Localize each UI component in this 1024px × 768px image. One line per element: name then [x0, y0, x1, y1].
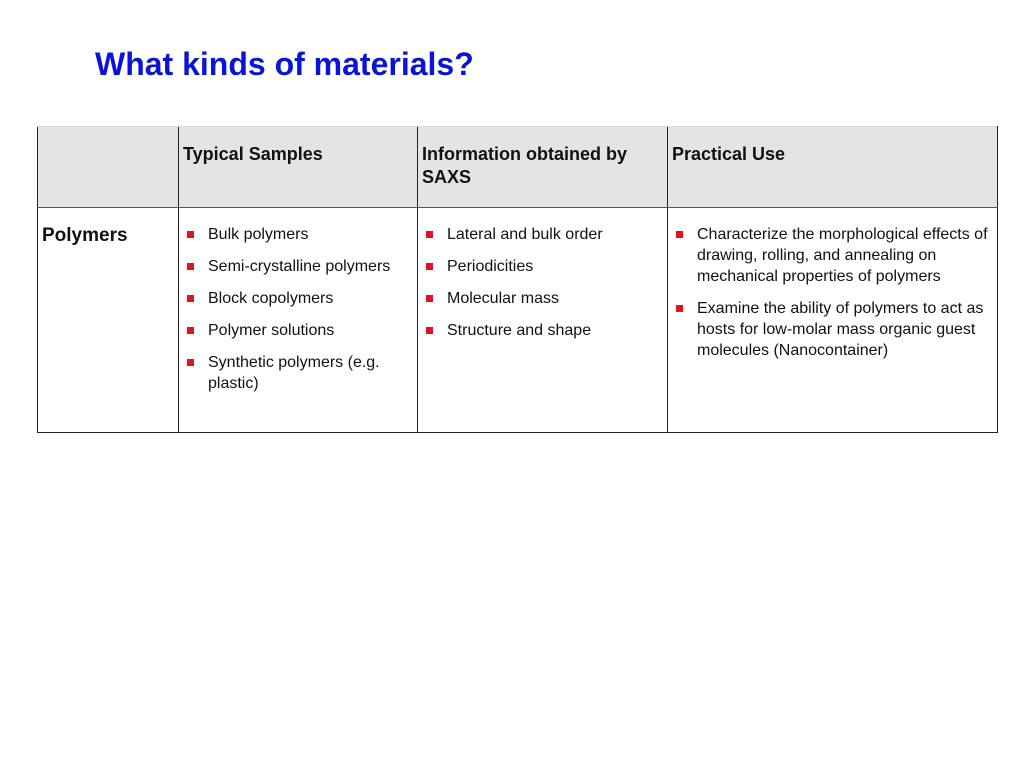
- typical-samples-cell: [179, 208, 418, 433]
- list-item: [183, 352, 413, 394]
- bullet-square-icon: [187, 327, 194, 334]
- list-item: [672, 298, 993, 361]
- list-item-text: Bulk polymers: [208, 226, 309, 243]
- table-header-row: [38, 127, 998, 208]
- header-empty-cell: [38, 127, 179, 208]
- list-item: [422, 288, 663, 309]
- list-item-text: Polymer solutions: [208, 322, 335, 339]
- practical-use-cell: [668, 208, 998, 433]
- list-item: [422, 256, 663, 277]
- materials-table-container: [37, 126, 997, 432]
- list-item: [183, 224, 413, 245]
- list-item-text: Block copolymers: [208, 290, 334, 307]
- list-item: [672, 224, 993, 287]
- bullet-square-icon: [426, 327, 433, 334]
- list-item: [183, 320, 413, 341]
- list-item-text: Synthetic polymers (e.g. plastic): [208, 354, 380, 392]
- list-item: [183, 256, 413, 277]
- header-typical-samples: Typical Samples: [179, 127, 418, 208]
- bullet-square-icon: [426, 263, 433, 270]
- bullet-square-icon: [187, 231, 194, 238]
- materials-table: [37, 126, 998, 433]
- slide-title: What kinds of materials?: [95, 46, 474, 82]
- list-item-text: Characterize the morphological effects of drawing, rolling, and annealing on mechanical properties of polymers: [697, 226, 988, 285]
- information-cell: [418, 208, 668, 433]
- practical-use-list: [672, 224, 993, 361]
- bullet-square-icon: [426, 231, 433, 238]
- list-item: [183, 288, 413, 309]
- bullet-square-icon: [187, 295, 194, 302]
- list-item: [422, 320, 663, 341]
- row-label-polymers: Polymers: [38, 208, 179, 433]
- typical-samples-list: [183, 224, 413, 394]
- list-item-text: Examine the ability of polymers to act as hosts for low-molar mass organic guest molecules (Nanocontainer): [697, 300, 984, 359]
- list-item-text: Semi-crystalline polymers: [208, 258, 391, 275]
- list-item-text: Molecular mass: [447, 290, 560, 307]
- header-practical-use: Practical Use: [668, 127, 998, 208]
- bullet-square-icon: [426, 295, 433, 302]
- bullet-square-icon: [676, 231, 683, 238]
- header-information-obtained: Information obtained by SAXS: [418, 127, 668, 208]
- list-item-text: Lateral and bulk order: [447, 226, 603, 243]
- bullet-square-icon: [187, 263, 194, 270]
- table-row: [38, 208, 998, 433]
- list-item-text: Periodicities: [447, 258, 534, 275]
- information-list: [422, 224, 663, 341]
- bullet-square-icon: [187, 359, 194, 366]
- bullet-square-icon: [676, 305, 683, 312]
- list-item-text: Structure and shape: [447, 322, 592, 339]
- list-item: [422, 224, 663, 245]
